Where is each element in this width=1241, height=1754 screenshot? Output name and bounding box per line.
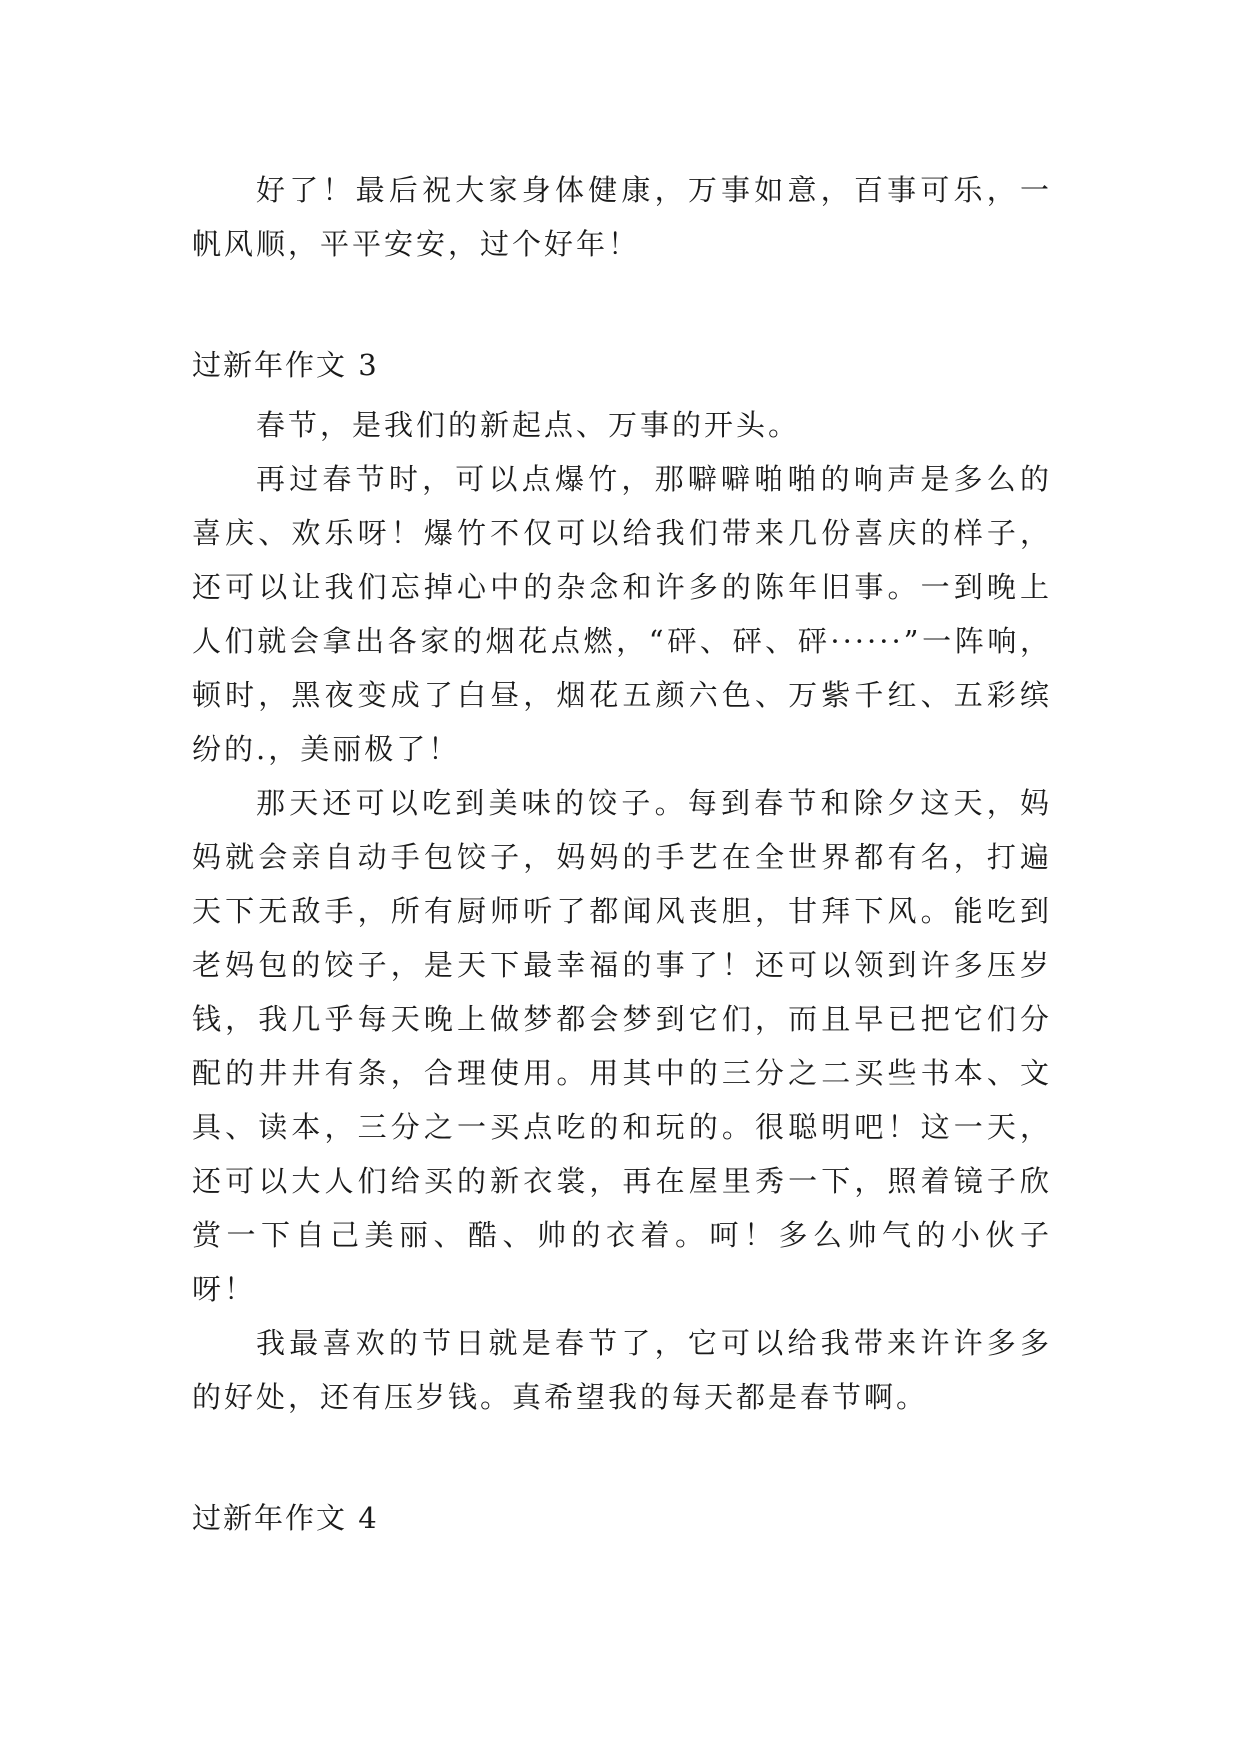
paragraph-favorite-festival: 我最喜欢的节日就是春节了，它可以给我带来许许多多的好处，还有压岁钱。真希望我的每天都是春节啊。 (192, 1326, 1052, 1414)
paragraph-spring-festival-intro: 春节，是我们的新起点、万事的开头。 (256, 408, 801, 442)
paragraph-closing-wishes: 好了！最后祝大家身体健康，万事如意，百事可乐，一帆风顺，平平安安，过个好年！ (192, 173, 1052, 261)
paragraph-dumplings: 那天还可以吃到美味的饺子。每到春节和除夕这天，妈妈就会亲自动手包饺子，妈妈的手艺在全世界都有名，打遍天下无敌手，所有厨师听了都闻风丧胆，甘拜下风。能吃到老妈包的饺子，是天下最幸福的事了！还可以领到许多压岁钱，我几乎每天晚上做梦都会梦到它们，而且早已把它们分配的井井有条，合理使用。用其中的三分之二买些书本、文具、读本，三分之一买点吃的和玩的。很聪明吧！这一天，还可以大人们给买的新衣裳，再在屋里秀一下，照着镜子欣赏一下自己美丽、酷、帅的衣着。呵！多么帅气的小伙子呀！ (192, 786, 1052, 1306)
paragraph-firecrackers: 再过春节时，可以点爆竹，那噼噼啪啪的响声是多么的喜庆、欢乐呀！爆竹不仅可以给我们带来几份喜庆的样子，还可以让我们忘掉心中的杂念和许多的陈年旧事。一到晚上人们就会拿出各家的烟花点燃，“砰、砰、砰······”一阵响，顿时，黑夜变成了白昼，烟花五颜六色、万紫千红、五彩缤纷的.，美丽极了！ (192, 462, 1052, 766)
essay-heading-4: 过新年作文 4 (192, 1501, 379, 1535)
essay-heading-3: 过新年作文 3 (192, 348, 379, 382)
